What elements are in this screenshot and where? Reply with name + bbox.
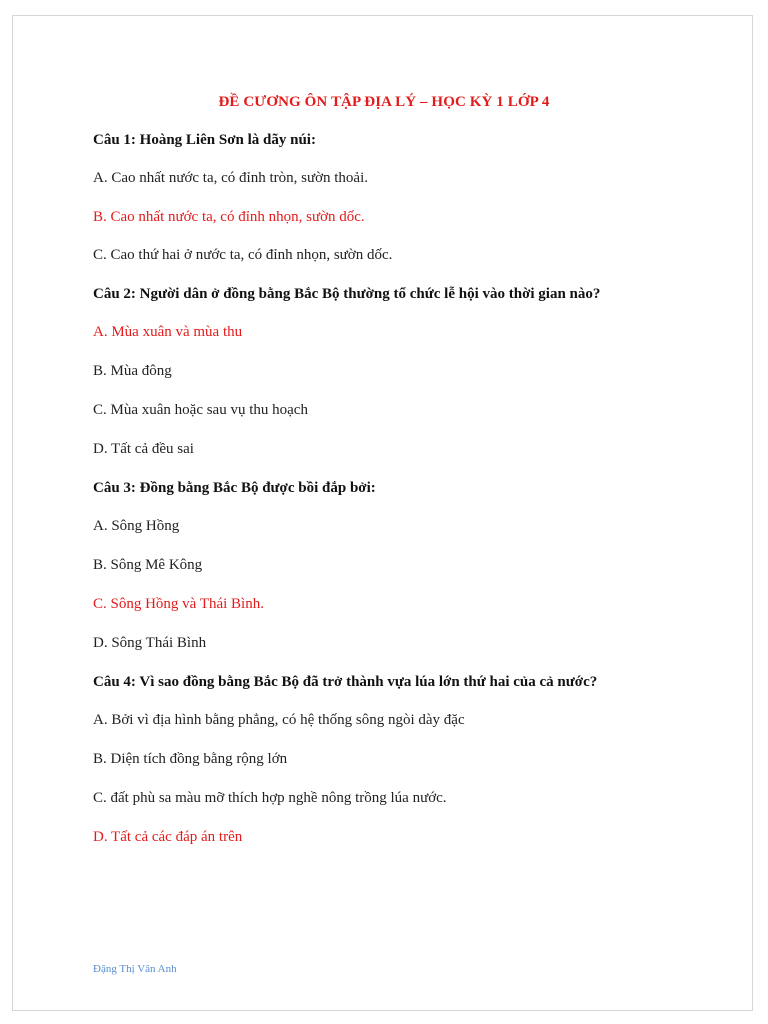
q4-option-d-correct: D. Tất cả các đáp án trên [93,829,243,845]
q2-option-b: B. Mùa đông [93,363,172,379]
q4-option-b: B. Diện tích đồng bằng rộng lớn [93,751,288,767]
q4-option-a: A. Bởi vì địa hình bằng phẳng, có hệ thống sông ngòi dày đặc [93,712,465,728]
question-4: Câu 4: Vì sao đồng bằng Bắc Bộ đã trở thành vựa lúa lớn thứ hai của cả nước? [93,674,598,690]
question-3: Câu 3: Đồng bằng Bắc Bộ được bồi đắp bởi: [93,480,376,496]
q4-option-c: C. đất phù sa màu mỡ thích hợp nghề nông trồng lúa nước. [93,790,447,806]
q3-option-a: A. Sông Hồng [93,518,180,534]
q3-option-c-correct: C. Sông Hồng và Thái Bình. [93,596,264,612]
q2-option-a-correct: A. Mùa xuân và mùa thu [93,324,243,340]
q3-option-d: D. Sông Thái Bình [93,635,207,651]
document-title: ĐỀ CƯƠNG ÔN TẬP ĐỊA LÝ – HỌC KỲ 1 LỚP 4 [218,94,550,110]
q1-option-c: C. Cao thứ hai ở nước ta, có đỉnh nhọn, sườn dốc. [93,247,393,263]
q3-option-b: B. Sông Mê Kông [93,557,203,573]
q2-option-d: D. Tất cả đều sai [93,441,194,457]
q1-option-a: A. Cao nhất nước ta, có đỉnh tròn, sườn thoải. [93,170,368,186]
q1-option-b-correct: B. Cao nhất nước ta, có đỉnh nhọn, sườn dốc. [93,209,365,225]
question-1: Câu 1: Hoàng Liên Sơn là dãy núi: [93,132,316,148]
question-2: Câu 2: Người dân ở đồng bằng Bắc Bộ thường tổ chức lễ hội vào thời gian nào? [93,286,601,302]
q2-option-c: C. Mùa xuân hoặc sau vụ thu hoạch [93,402,308,418]
author-footer: Đặng Thị Vân Anh [93,963,177,975]
document-page [12,15,753,1011]
